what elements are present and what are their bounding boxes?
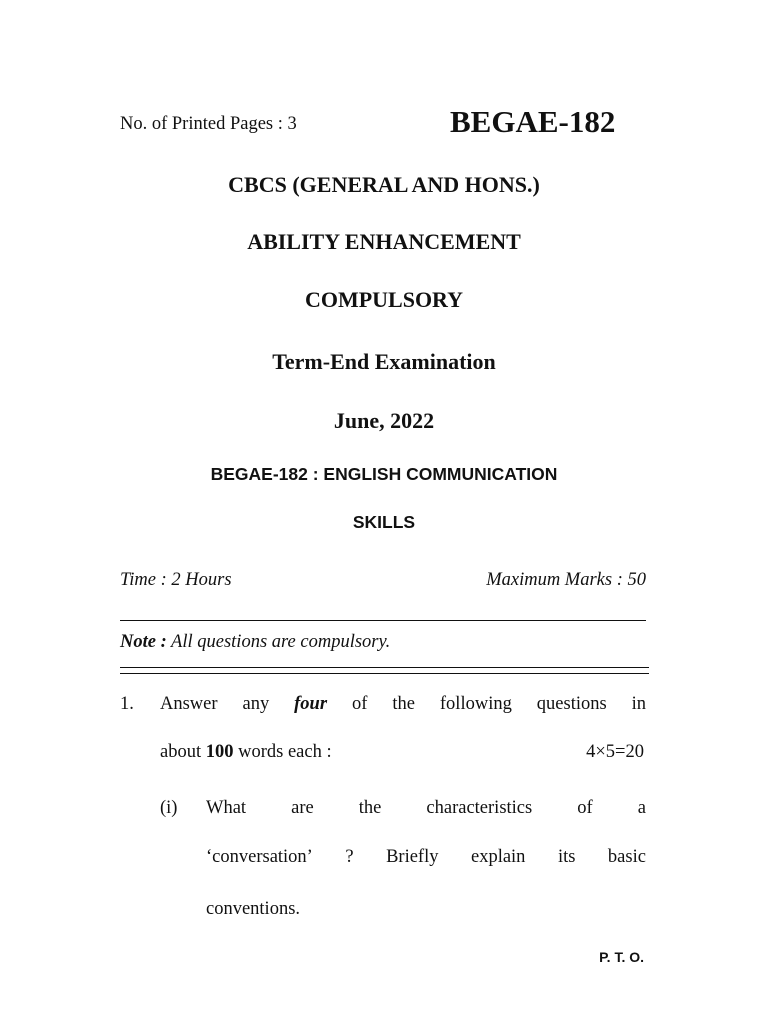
note-row bbox=[120, 632, 390, 653]
note-label: Note : bbox=[120, 632, 167, 652]
word: its bbox=[557, 847, 576, 867]
word: ‘conversation’ bbox=[206, 847, 313, 867]
subquestion-number: (i) bbox=[160, 798, 178, 818]
exam-info-row bbox=[120, 570, 646, 591]
title-ability: ABILITY ENHANCEMENT bbox=[247, 229, 521, 254]
word: the bbox=[392, 694, 415, 714]
word: basic bbox=[607, 847, 646, 867]
course-title-line2: SKILLS bbox=[352, 512, 416, 532]
word-count: 100 bbox=[205, 742, 234, 762]
word: ? bbox=[345, 847, 354, 867]
word: following bbox=[439, 694, 512, 714]
question-text-post: words each : bbox=[233, 742, 332, 762]
pto-label: P. T. O. bbox=[599, 949, 644, 965]
word-emphasis: four bbox=[294, 694, 328, 714]
word: any bbox=[242, 694, 270, 714]
subquestion-line-3: conventions. bbox=[206, 899, 301, 919]
double-divider-bottom bbox=[120, 673, 649, 674]
max-marks-label: Maximum Marks : 50 bbox=[486, 570, 646, 590]
word: a bbox=[637, 798, 646, 818]
word: the bbox=[358, 798, 382, 818]
word: questions bbox=[536, 694, 607, 714]
question-line-1 bbox=[160, 694, 646, 715]
time-label: Time : 2 Hours bbox=[120, 570, 232, 590]
question-text-pre: about bbox=[160, 742, 206, 762]
subquestion-line-2 bbox=[206, 847, 646, 868]
word: Briefly bbox=[386, 847, 439, 867]
double-divider-top bbox=[120, 667, 649, 668]
word: of bbox=[351, 694, 368, 714]
note-text: All questions are compulsory. bbox=[171, 632, 391, 652]
course-title-line1: BEGAE-182 : ENGLISH COMMUNICATION bbox=[210, 464, 558, 484]
question-marks: 4×5=20 bbox=[586, 742, 644, 762]
question-line-2 bbox=[160, 742, 644, 763]
word: of bbox=[577, 798, 593, 818]
header-row bbox=[120, 104, 646, 144]
title-date: June, 2022 bbox=[333, 408, 435, 433]
subquestion-line-1 bbox=[206, 798, 646, 819]
word: What bbox=[206, 798, 247, 818]
title-cbcs: CBCS (GENERAL AND HONS.) bbox=[228, 172, 540, 197]
word: characteristics bbox=[426, 798, 533, 818]
printed-pages: No. of Printed Pages : 3 bbox=[120, 114, 297, 134]
word: Answer bbox=[160, 694, 218, 714]
word: are bbox=[291, 798, 314, 818]
word: explain bbox=[470, 847, 526, 867]
question-number: 1. bbox=[120, 694, 134, 714]
title-term-end: Term-End Examination bbox=[272, 349, 496, 374]
word: in bbox=[631, 694, 646, 714]
title-compulsory: COMPULSORY bbox=[304, 287, 464, 312]
divider-line bbox=[120, 620, 646, 621]
course-code: BEGAE-182 bbox=[450, 104, 616, 139]
